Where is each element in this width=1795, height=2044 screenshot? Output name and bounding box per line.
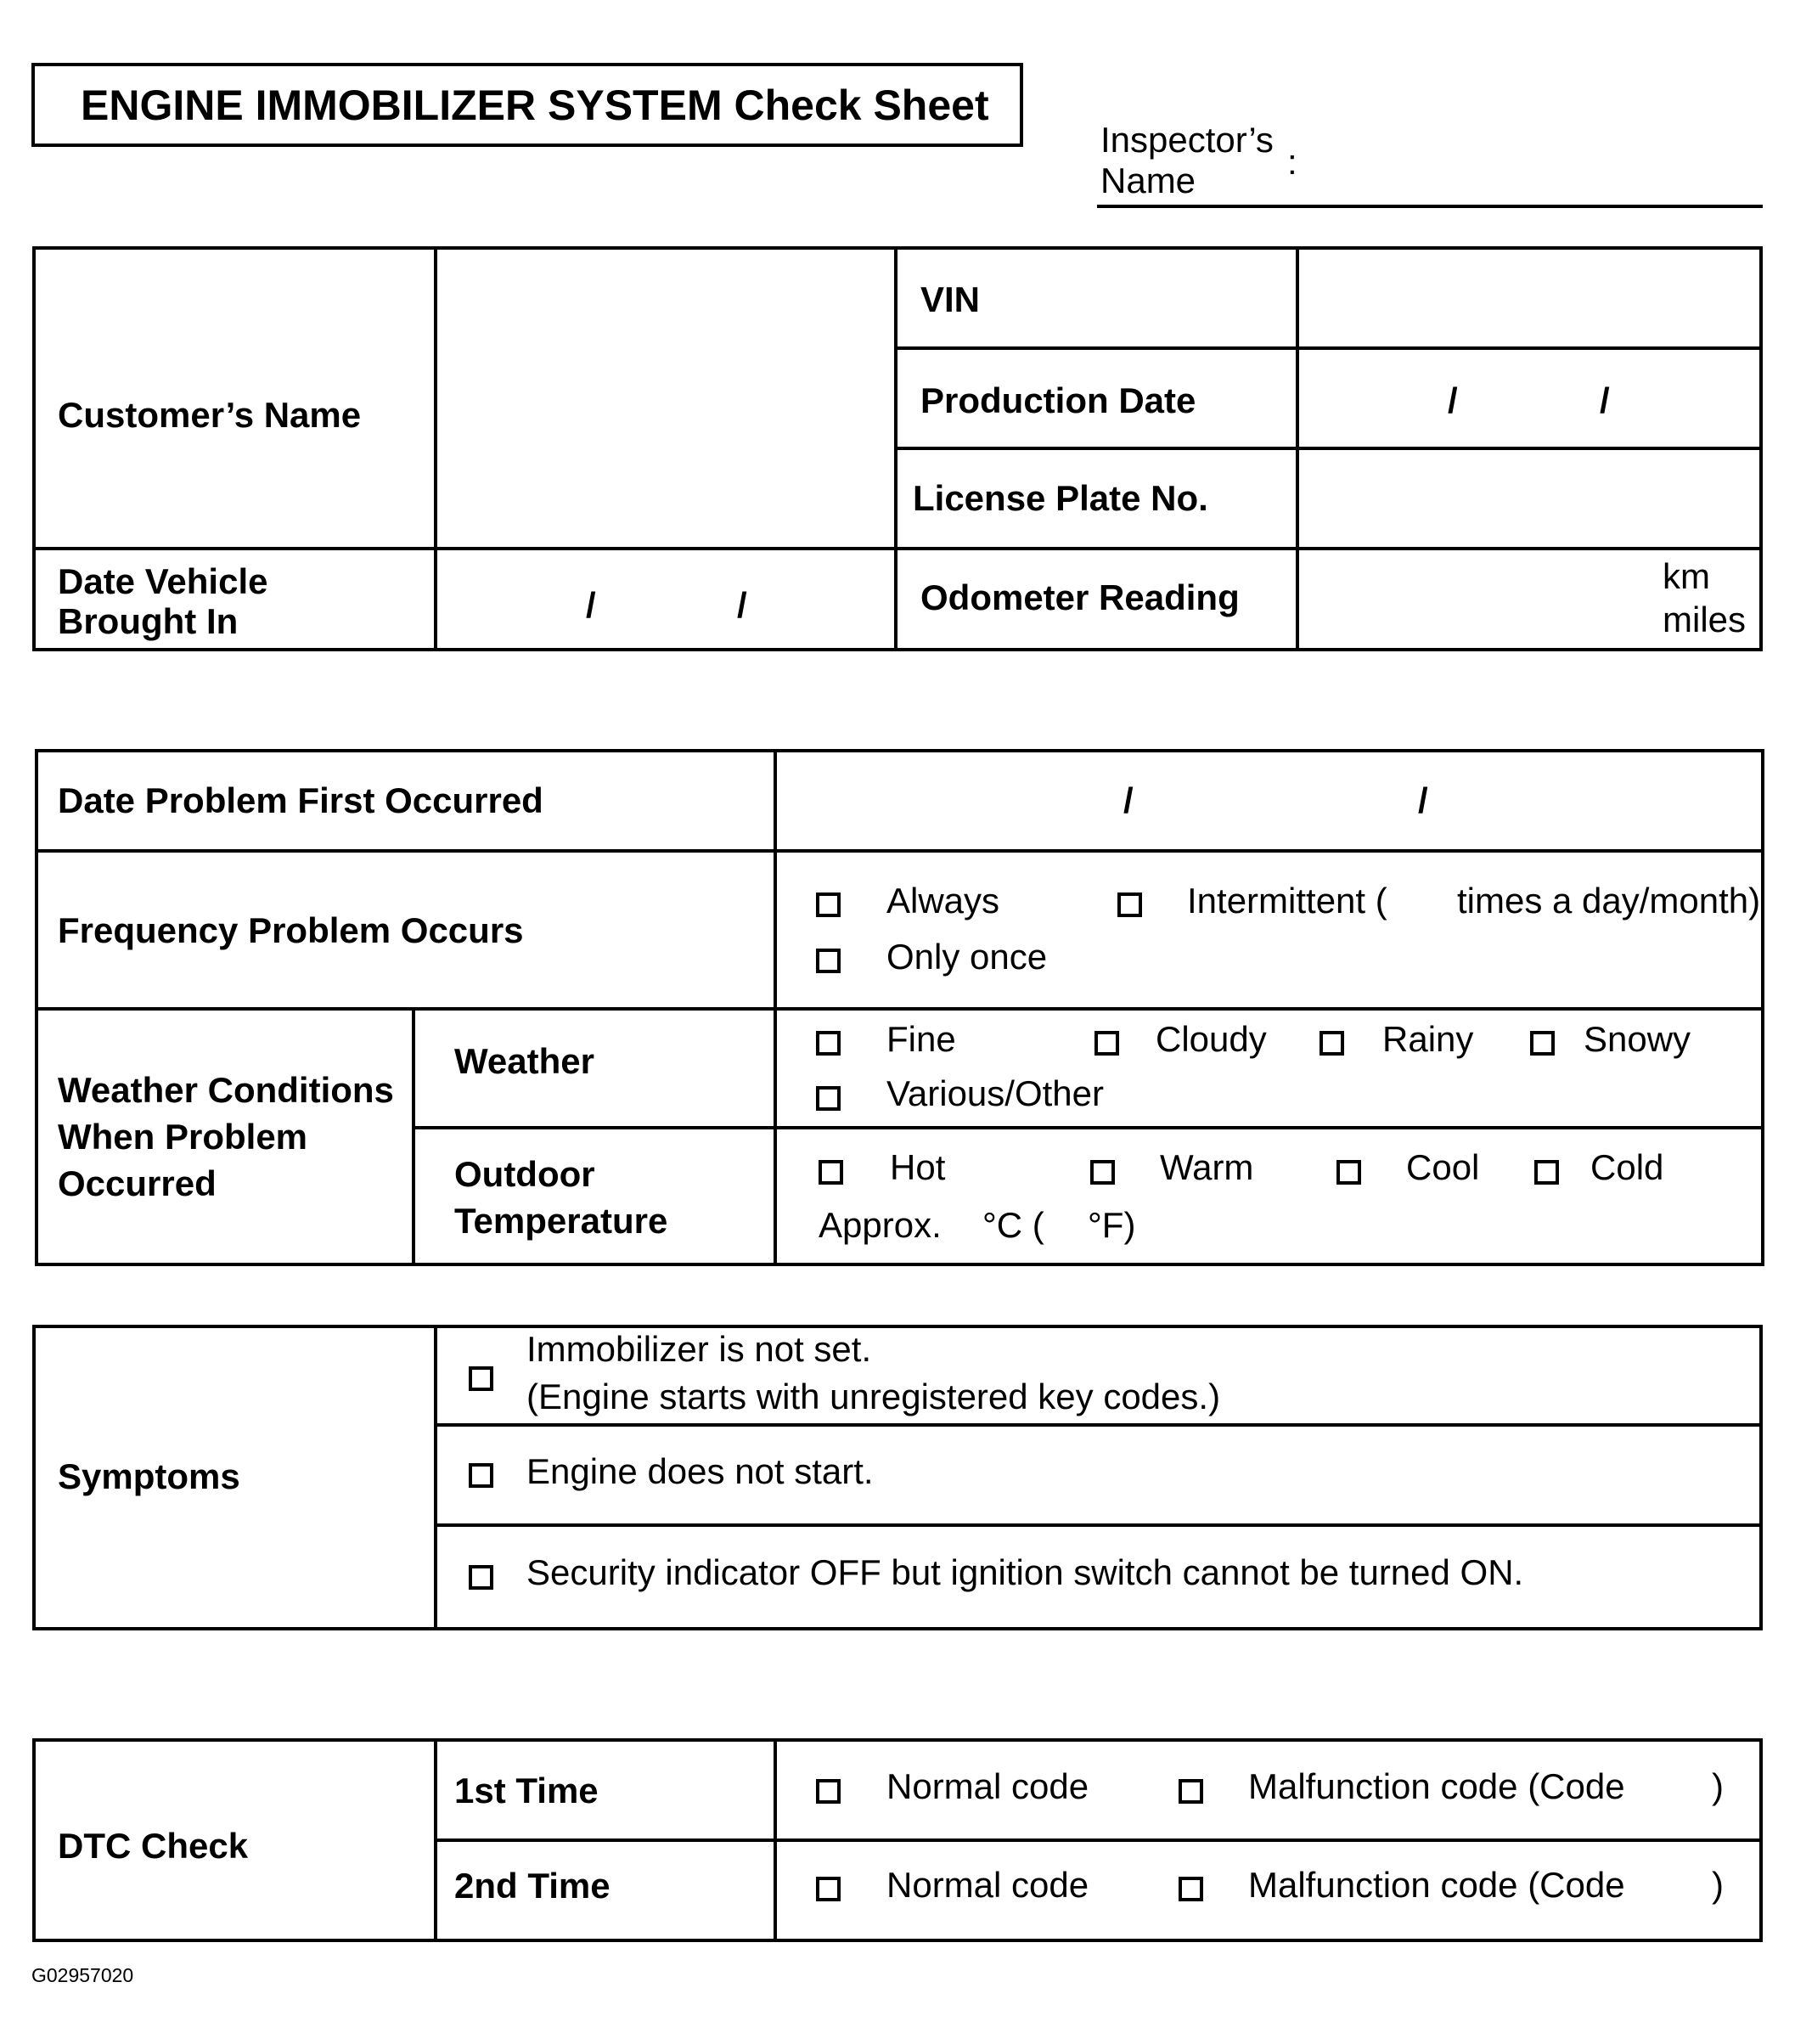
outdoor-temp-label-line2: Temperature bbox=[454, 1201, 668, 1241]
first-malfunction-close: ) bbox=[1712, 1766, 1724, 1806]
approx-label: Approx. bbox=[819, 1205, 942, 1245]
date-brought-in-label-line2: Brought In bbox=[58, 601, 239, 641]
only-once-label: Only once bbox=[886, 937, 1048, 977]
date-brought-in-slash-1: / bbox=[586, 585, 596, 625]
first-normal-label: Normal code bbox=[886, 1766, 1089, 1806]
cloudy-label: Cloudy bbox=[1156, 1019, 1267, 1059]
second-malfunction-close: ) bbox=[1712, 1865, 1724, 1905]
customer-name-field[interactable] bbox=[439, 251, 891, 545]
inspector-colon: : bbox=[1287, 142, 1297, 182]
weather-conditions-label-line1: Weather Conditions bbox=[58, 1070, 394, 1110]
symptom-2-label: Engine does not start. bbox=[526, 1451, 874, 1491]
vin-label: VIN bbox=[920, 279, 981, 319]
production-date-label: Production Date bbox=[920, 380, 1196, 420]
various-label: Various/Other bbox=[886, 1073, 1104, 1113]
symptom-1-line1: Immobilizer is not set. bbox=[526, 1329, 872, 1369]
symptoms-label: Symptoms bbox=[58, 1456, 240, 1496]
customer-name-label: Customer’s Name bbox=[58, 395, 362, 435]
various-checkbox[interactable] bbox=[816, 1086, 841, 1111]
date-first-slash-1: / bbox=[1123, 780, 1134, 820]
fine-label: Fine bbox=[886, 1019, 956, 1059]
dtc-second-time-label: 2nd Time bbox=[454, 1866, 611, 1906]
snowy-label: Snowy bbox=[1584, 1019, 1691, 1059]
inspector-label-line1: Inspector’s bbox=[1100, 120, 1274, 160]
weather-label: Weather bbox=[454, 1041, 594, 1081]
license-plate-label: License Plate No. bbox=[913, 478, 1208, 518]
intermittent-unit: times a day/month) bbox=[1457, 881, 1761, 921]
dtc-check-label: DTC Check bbox=[58, 1826, 249, 1866]
symptom-1-checkbox[interactable] bbox=[469, 1366, 493, 1391]
second-malfunction-checkbox[interactable] bbox=[1179, 1877, 1203, 1901]
production-date-slash-2: / bbox=[1600, 380, 1610, 420]
weather-conditions-label-line3: Occurred bbox=[58, 1163, 217, 1203]
hot-checkbox[interactable] bbox=[819, 1160, 843, 1185]
license-plate-field[interactable] bbox=[1301, 452, 1758, 545]
celsius-label: °C ( bbox=[982, 1205, 1044, 1245]
cold-label: Cold bbox=[1590, 1147, 1664, 1187]
intermittent-checkbox[interactable] bbox=[1117, 892, 1142, 917]
snowy-checkbox[interactable] bbox=[1530, 1031, 1555, 1056]
first-normal-checkbox[interactable] bbox=[816, 1779, 841, 1804]
first-malfunction-checkbox[interactable] bbox=[1179, 1779, 1203, 1804]
cool-label: Cool bbox=[1406, 1147, 1480, 1187]
cool-checkbox[interactable] bbox=[1336, 1160, 1361, 1185]
warm-label: Warm bbox=[1160, 1147, 1254, 1187]
warm-checkbox[interactable] bbox=[1090, 1160, 1115, 1185]
outdoor-temp-label-line1: Outdoor bbox=[454, 1154, 595, 1194]
production-date-slash-1: / bbox=[1448, 380, 1458, 420]
only-once-checkbox[interactable] bbox=[816, 949, 841, 973]
symptom-1-line2: (Engine starts with unregistered key codes.) bbox=[526, 1377, 1221, 1416]
cloudy-checkbox[interactable] bbox=[1094, 1031, 1119, 1056]
odometer-miles: miles bbox=[1663, 600, 1747, 639]
cold-checkbox[interactable] bbox=[1534, 1160, 1559, 1185]
odometer-km: km bbox=[1663, 556, 1710, 596]
page-title: ENGINE IMMOBILIZER SYSTEM Check Sheet bbox=[81, 82, 989, 129]
dtc-first-time-label: 1st Time bbox=[454, 1771, 599, 1810]
fahrenheit-label: °F) bbox=[1088, 1205, 1136, 1245]
rainy-checkbox[interactable] bbox=[1320, 1031, 1344, 1056]
always-checkbox[interactable] bbox=[816, 892, 841, 917]
odometer-label: Odometer Reading bbox=[920, 577, 1240, 617]
rainy-label: Rainy bbox=[1382, 1019, 1474, 1059]
fine-checkbox[interactable] bbox=[816, 1031, 841, 1056]
symptom-3-checkbox[interactable] bbox=[469, 1565, 493, 1590]
first-malfunction-label: Malfunction code (Code bbox=[1248, 1766, 1625, 1806]
inspector-name-field[interactable] bbox=[1097, 205, 1763, 208]
hot-label: Hot bbox=[890, 1147, 946, 1187]
second-malfunction-label: Malfunction code (Code bbox=[1248, 1865, 1625, 1905]
figure-id: G02957020 bbox=[31, 1964, 134, 1986]
always-label: Always bbox=[886, 881, 1000, 921]
date-brought-in-label-line1: Date Vehicle bbox=[58, 561, 268, 601]
date-brought-in-slash-2: / bbox=[737, 585, 747, 625]
second-normal-checkbox[interactable] bbox=[816, 1877, 841, 1901]
second-normal-label: Normal code bbox=[886, 1865, 1089, 1905]
vin-field[interactable] bbox=[1301, 251, 1758, 345]
symptom-2-checkbox[interactable] bbox=[469, 1463, 493, 1488]
symptom-3-label: Security indicator OFF but ignition switch cannot be turned ON. bbox=[526, 1552, 1524, 1592]
date-first-slash-2: / bbox=[1418, 780, 1428, 820]
inspector-label-line2: Name bbox=[1100, 160, 1196, 200]
frequency-label: Frequency Problem Occurs bbox=[58, 910, 524, 950]
intermittent-label: Intermittent ( bbox=[1187, 881, 1387, 921]
date-first-occurred-label: Date Problem First Occurred bbox=[58, 780, 543, 820]
weather-conditions-label-line2: When Problem bbox=[58, 1117, 308, 1157]
